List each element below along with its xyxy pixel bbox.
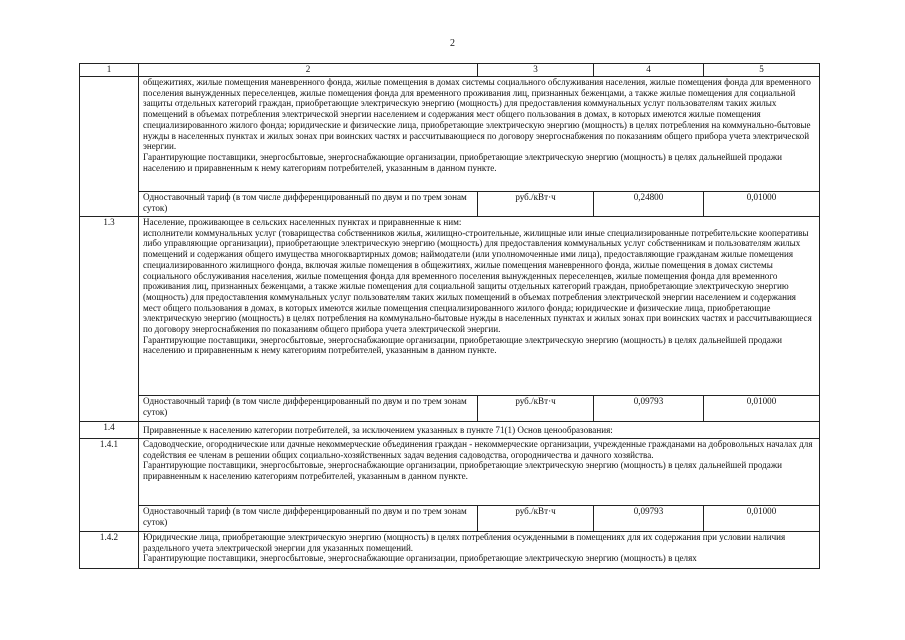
row-number: 1.4	[80, 422, 139, 439]
tariff-row	[80, 192, 820, 217]
column-header: 2	[139, 64, 478, 77]
column-header: 4	[594, 64, 704, 77]
row-description	[139, 422, 820, 439]
tariff-value: 0,24800	[594, 192, 704, 217]
column-header: 3	[478, 64, 594, 77]
row-description-text: Садоводческие, огороднические или дачные некоммерческие объединения граждан - некоммерческие организации, учрежденные гражданами на добровольных началах для содействия ее членам в решении общих социально-хозяйственных задач ведения садоводства, огородничества и дачного хозяйства. Гарантирующие поставщики, энергосбытовые, энергоснабжающие организации, приобретающие электрическую энергию (мощность) в целях дальнейшей продажи приравненным к населению категориям потребителей, указанным в данном пункте.	[143, 439, 813, 482]
tariff-row	[80, 396, 820, 422]
row-description	[139, 532, 820, 569]
row-description	[139, 77, 820, 192]
tariff-unit: руб./кВт·ч	[478, 506, 594, 532]
table-row	[80, 77, 820, 192]
row-number: 1.4.2	[80, 532, 139, 569]
table-row	[80, 439, 820, 506]
column-header: 5	[704, 64, 820, 77]
tariff-unit: руб./кВт·ч	[478, 192, 594, 217]
tariff-value-2: 0,01000	[704, 192, 820, 217]
table-header-row	[80, 64, 820, 77]
tariff-label: Одноставочный тариф (в том числе дифференцированный по двум и по трем зонам суток)	[139, 192, 478, 217]
tariff-value: 0,09793	[594, 396, 704, 422]
row-number: 1.3	[80, 217, 139, 422]
tariff-table	[79, 63, 820, 569]
tariff-value-2: 0,01000	[704, 396, 820, 422]
tariff-unit: руб./кВт·ч	[478, 396, 594, 422]
table-row	[80, 422, 820, 439]
row-number	[80, 77, 139, 217]
column-header: 1	[80, 64, 139, 77]
tariff-value-2: 0,01000	[704, 506, 820, 532]
page-number: 2	[450, 38, 455, 49]
row-description	[139, 217, 820, 396]
table-row	[80, 217, 820, 396]
tariff-row	[80, 506, 820, 532]
table-row	[80, 532, 820, 569]
tariff-value: 0,09793	[594, 506, 704, 532]
row-number: 1.4.1	[80, 439, 139, 532]
row-description-text: общежитиях, жилые помещения маневренного фонда, жилые помещения в домах системы социального обслуживания населения, жилые помещения фонда для временного поселения вынужденных переселенцев, жилые помещения фонда для временного проживания лиц, признанных беженцами, а также жилые помещения для социальной защиты отдельных категорий граждан, приобретающие электрическую энергию (мощность) для предоставления коммунальных услуг пользователям таких жилых помещений в объемах потребления электрической энергии населением и содержания мест общего пользования в домах, в которых имеются жилые помещения специализированного жилого фонда; юридические и физические лица, приобретающие электрическую энергию (мощность) в целях потребления на коммунально-бытовые нужды в населенных пунктах и жилых зонах при воинских частях и рассчитывающиеся по договору энергоснабжения по показаниям общего прибора учета электрической энергии. Гарантирующие поставщики, энергосбытовые, энергоснабжающие организации, приобретающие электрическую энергию (мощность) в целях дальнейшей продажи населению и приравненным к нему категориям потребителей, указанным в данном пункте.	[143, 77, 811, 173]
row-description-text: Приравненные к населению категории потребителей, за исключением указанных в пункте 71(1) Основ ценообразования:	[143, 424, 613, 435]
row-description	[139, 439, 820, 506]
row-description-text: Население, проживающее в сельских населенных пунктах и приравненные к ним: исполнители коммунальных услуг (товарищества собственников жилья, жилищно-строительные, жилищные или иные специализированные потребительские кооперативы либо управляющие организации), приобретающие электрическую энергию (мощность) для предоставления коммунальных услуг собственникам и пользователям жилых помещений и содержания общего имущества многоквартирных домов; наймодатели (или уполномоченные ими лица), предоставляющие гражданам жилые помещения специализированного жилищного фонда, включая жилые помещения в общежитиях, жилые помещения маневренного фонда, жилые помещения в домах системы социального обслуживания населения, жилые помещения фонда для временного поселения вынужденных переселенцев, жилые помещения фонда для временного проживания лиц, признанных беженцами, а также жилые помещения для социальной защиты отдельных категорий граждан, приобретающие электрическую энергию (мощность) для предоставления коммунальных услуг пользователям таких жилых помещений в объемах потребления электрической энергии населением и содержания мест общего пользования в домах, в которых имеются жилые помещения специализированного жилого фонда; юридические и физические лица, приобретающие электрическую энергию (мощность) в целях потребления на коммунально-бытовые нужды в населенных пунктах и жилых зонах при воинских частях и рассчитывающиеся по договору энергоснабжения по показаниям общего прибора учета электрической энергии. Гарантирующие поставщики, энергосбытовые, энергоснабжающие организации, приобретающие электрическую энергию (мощность) в целях дальнейшей продажи населению и приравненным к нему категориям потребителей, указанным в данном пункте.	[143, 217, 812, 356]
row-description-text: Юридические лица, приобретающие электрическую энергию (мощность) в целях потребления осужденными в помещениях для их содержания при условии наличия раздельного учета электрической энергии для указанных помещений. Гарантирующие поставщики, энергосбытовые, энергоснабжающие организации, приобретающие электрическую энергию (мощность) в целях	[143, 532, 786, 564]
tariff-label: Одноставочный тариф (в том числе дифференцированный по двум и по трем зонам суток)	[139, 396, 478, 422]
tariff-label: Одноставочный тариф (в том числе дифференцированный по двум и по трем зонам суток)	[139, 506, 478, 532]
